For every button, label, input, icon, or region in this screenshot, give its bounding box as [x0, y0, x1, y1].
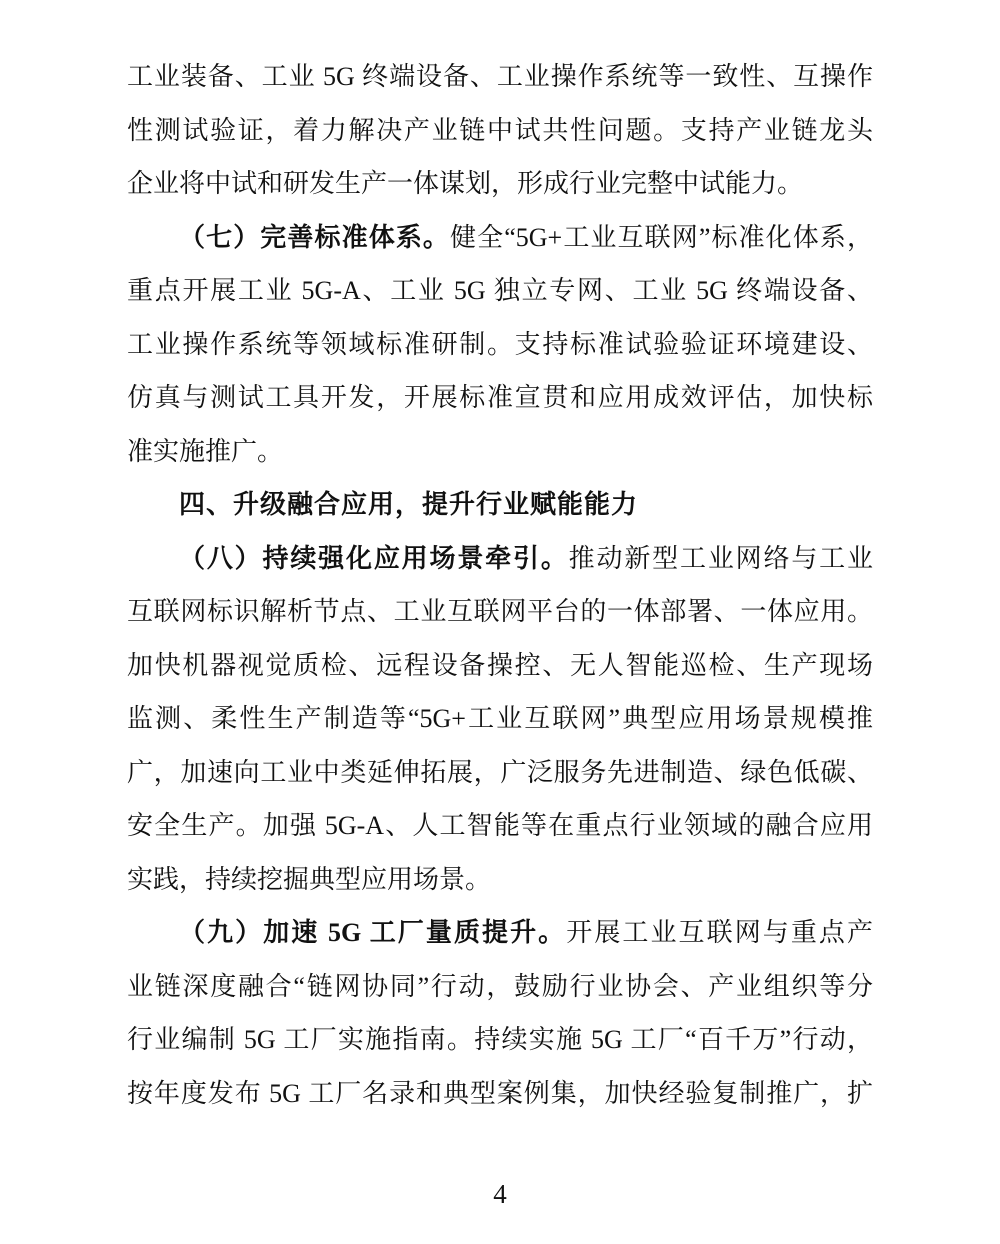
- line-text: 监测、柔性生产制造等“5G+工业互联网”典型应用场景规模推: [127, 704, 873, 733]
- line-text: 重点开展工业 5G-A、工业 5G 独立专网、工业 5G 终端设备、: [127, 276, 873, 305]
- line-text: 业链深度融合“链网协同”行动，鼓励行业协会、产业组织等分: [127, 971, 873, 1001]
- line-text: 加快机器视觉质检、远程设备操控、无人智能巡检、生产现场: [127, 650, 873, 680]
- line-text: 推动新型工业网络与工业: [568, 543, 873, 573]
- page-number: 4: [493, 1179, 507, 1209]
- line-text: 仿真与测试工具开发，开展标准宣贯和应用成效评估，加快标: [127, 383, 873, 412]
- text-line: [127, 1067, 873, 1121]
- line-text: 广，加速向工业中类延伸拓展，广泛服务先进制造、绿色低碳、: [127, 757, 873, 787]
- line-text: 行业编制 5G 工厂实施指南。持续实施 5G 工厂“百千万”行动，: [127, 1025, 873, 1054]
- paragraph-lead-line: [127, 532, 873, 586]
- text-line: [127, 104, 873, 158]
- text-line: [127, 371, 873, 425]
- line-text: 准实施推广。: [127, 436, 284, 466]
- text-line: [127, 157, 873, 211]
- text-line: [127, 318, 873, 372]
- paragraph-lead-bold: （八）持续强化应用场景牵引。: [179, 543, 569, 573]
- line-text: 企业将中试和研发生产一体谋划，形成行业完整中试能力。: [127, 169, 804, 198]
- section-heading-text: 四、升级融合应用，提升行业赋能能力: [179, 489, 639, 519]
- text-line: [127, 746, 873, 800]
- line-text: 互联网标识解析节点、工业互联网平台的一体部署、一体应用。: [127, 597, 873, 626]
- text-line: [127, 425, 873, 479]
- document-body: [127, 50, 873, 1120]
- text-line: [127, 264, 873, 318]
- paragraph-lead-bold: （九）加速 5G 工厂量质提升。: [179, 918, 567, 947]
- line-text: 实践，持续挖掘典型应用场景。: [127, 864, 492, 894]
- text-line: [127, 853, 873, 907]
- line-text: 健全“5G+工业互联网”标准化体系，: [450, 222, 873, 252]
- text-line: [127, 585, 873, 639]
- text-line: [127, 1013, 873, 1067]
- text-line: [127, 692, 873, 746]
- paragraph-lead-bold: （七）完善标准体系。: [179, 222, 451, 252]
- line-text: 按年度发布 5G 工厂名录和典型案例集，加快经验复制推广，扩: [127, 1078, 873, 1108]
- line-text: 工业装备、工业 5G 终端设备、工业操作系统等一致性、互操作: [127, 62, 873, 91]
- text-line: [127, 799, 873, 853]
- text-line: [127, 639, 873, 693]
- text-line: [127, 50, 873, 104]
- paragraph-lead-line: [127, 906, 873, 960]
- line-text: 安全生产。加强 5G-A、人工智能等在重点行业领域的融合应用: [127, 811, 873, 840]
- line-text: 工业操作系统等领域标准研制。支持标准试验验证环境建设、: [127, 329, 873, 359]
- section-heading: [127, 478, 873, 532]
- line-text: 性测试验证，着力解决产业链中试共性问题。支持产业链龙头: [127, 115, 873, 145]
- paragraph-lead-line: [127, 211, 873, 265]
- text-line: [127, 960, 873, 1014]
- line-text: 开展工业互联网与重点产: [566, 918, 873, 947]
